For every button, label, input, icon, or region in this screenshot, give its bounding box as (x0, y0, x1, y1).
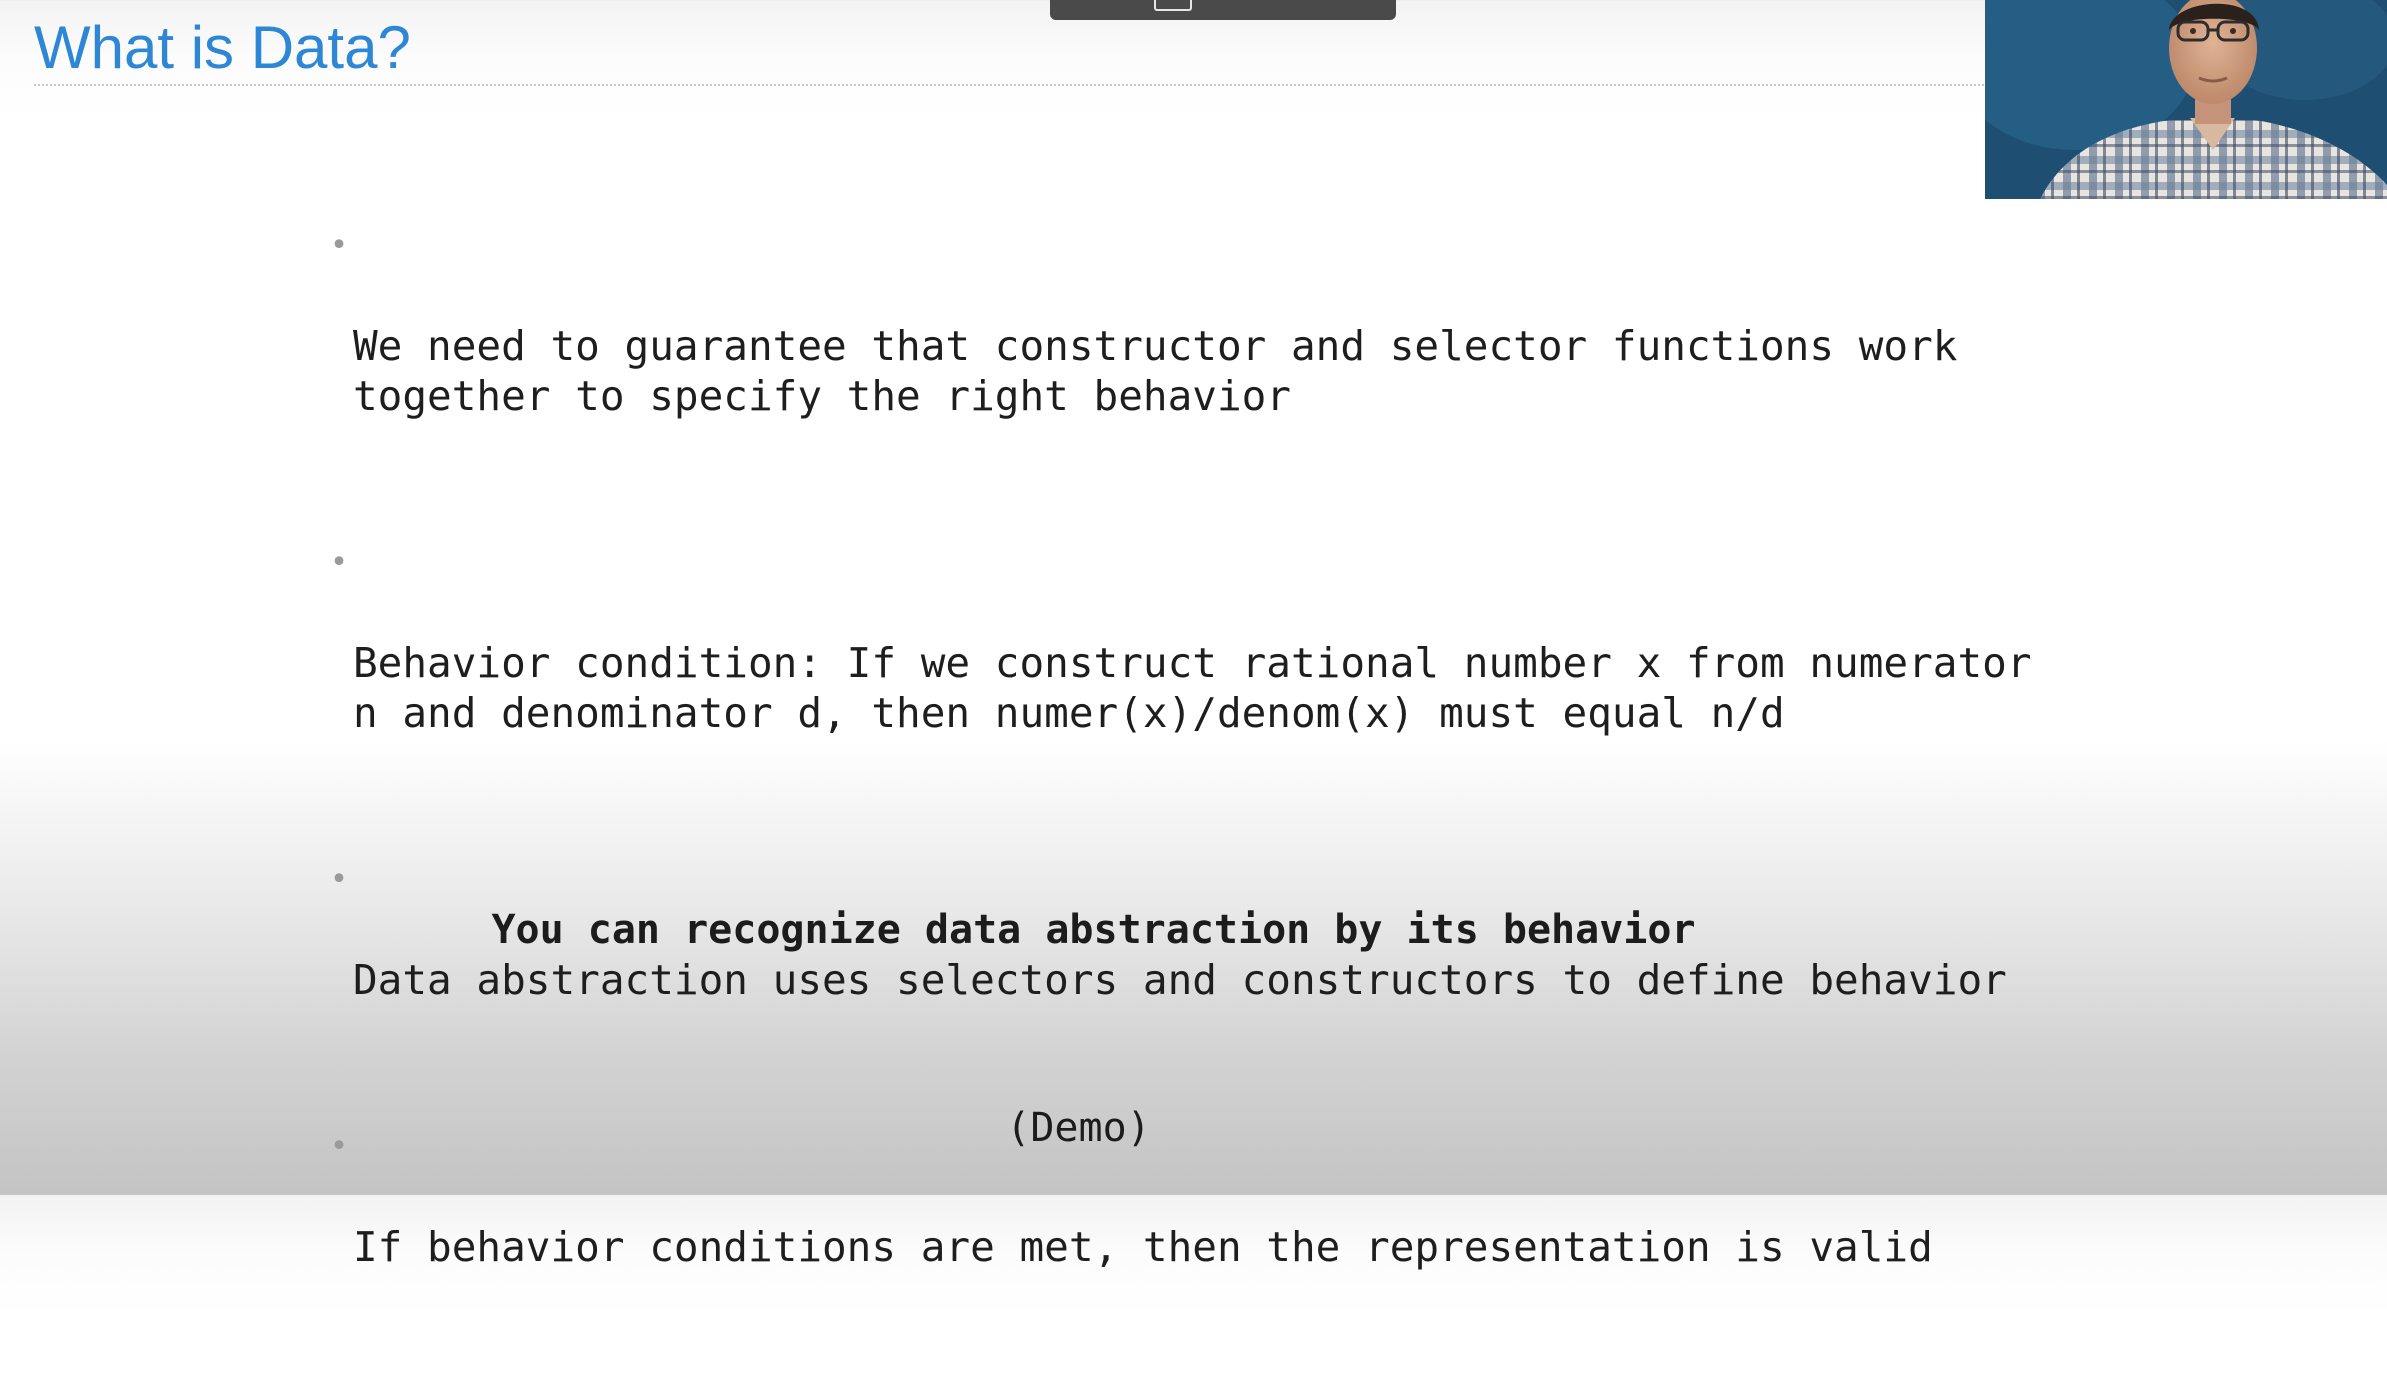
slide-title: What is Data? (34, 14, 411, 81)
window-icon[interactable] (1154, 0, 1192, 11)
bullet-list (325, 221, 2125, 1389)
presenter-figure (1985, 0, 2387, 199)
bullet-text: Data abstraction uses selectors and constructors to define behavior (353, 956, 2007, 1004)
player-control-tab[interactable] (1050, 0, 1396, 20)
presenter-webcam-video (1985, 0, 2387, 199)
bullet-marker: • (330, 1129, 349, 1164)
bullet-text: If behavior conditions are met, then the representation is valid (353, 1223, 1933, 1271)
bullet-marker: • (330, 228, 349, 263)
bullet-item (325, 538, 2125, 788)
bullet-marker: • (330, 545, 349, 580)
bullet-text: Behavior condition: If we construct rational number x from numerator n and denominator d, then numer(x)/denom(x) must equal n/d (353, 639, 2032, 737)
demo-label: (Demo) (1006, 1105, 1151, 1151)
bullet-item (325, 221, 2125, 471)
emphasis-statement: You can recognize data abstraction by its behavior (491, 907, 1696, 953)
bullet-text: We need to guarantee that constructor and selector functions work together to specify the right behavior (353, 322, 1958, 420)
bullet-marker: • (330, 862, 349, 897)
title-divider (34, 84, 1984, 86)
